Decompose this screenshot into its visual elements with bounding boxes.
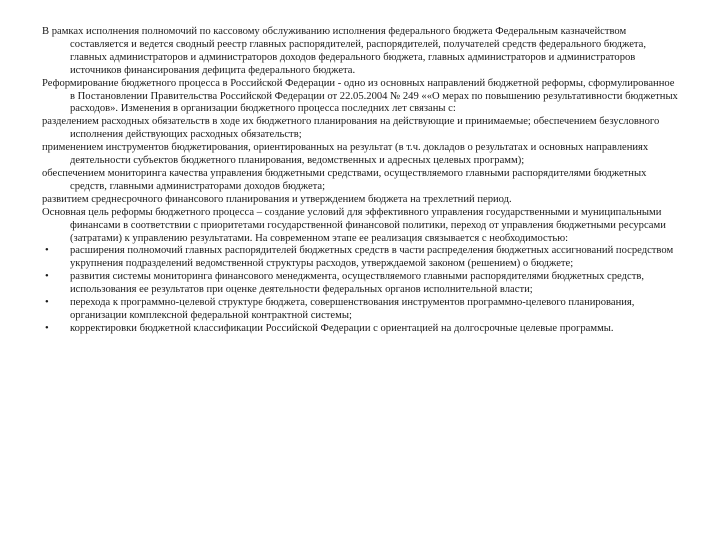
paragraph-medium-term: развитием среднесрочного финансового планирования и утверждением бюджета на трехлетний период. bbox=[42, 193, 512, 205]
paragraph-monitoring: обеспечением мониторинга качества управления бюджетными средствами, осуществляемого главными распорядителями бюджетных средств, главными администраторами доходов бюджета; bbox=[42, 167, 647, 192]
bullet-item bbox=[42, 245, 682, 271]
document-body bbox=[42, 26, 682, 336]
bullet-marker: • bbox=[45, 245, 49, 257]
bullet-marker: • bbox=[45, 297, 49, 309]
bullet-item bbox=[42, 297, 682, 323]
bullet-text: корректировки бюджетной классификации Российской Федерации с ориентацией на долгосрочные целевые программы. bbox=[70, 322, 614, 334]
bullet-item bbox=[42, 323, 682, 336]
paragraph-reform-intro: Реформирование бюджетного процесса в Российской Федерации - одно из основных направлений бюджетной реформы, сформулированное в Постановлении Правительства Российской Федерации от 22.05.2004 № 249 ««О мерах по повышению результативности бюджетных расходов». Изменения в организации бюджетного процесса последних лет связаны с: bbox=[42, 77, 678, 115]
bullet-item bbox=[42, 271, 682, 297]
paragraph-main-goal: Основная цель реформы бюджетного процесса – создание условий для эффективного управления государственными и муниципальными финансами в соответствии с приоритетами государственной финансовой политики, переход от управления бюджетными ресурсами (затратами) к управлению результатами. На современном этапе ее реализация связывается с необходимостью: bbox=[42, 206, 666, 244]
paragraph-budgeting-tools: применением инструментов бюджетирования, ориентированных на результат (в т.ч. докладов о результатах и основных направлениях деятельности субъектов бюджетного планирования, ведомственных и адресных целевых программ); bbox=[42, 142, 649, 167]
bullet-text: расширения полномочий главных распорядителей бюджетных средств в части распределения бюджетных ассигнований посредством укрупнения подразделений ведомственной структуры расходов, утверждаемой законом (решением) о бюджете; bbox=[70, 245, 674, 270]
paragraph-treasury-registry: В рамках исполнения полномочий по кассовому обслуживанию исполнения федерального бюджета Федеральным казначейством составляется и ведется сводный реестр главных распорядителей, распорядителей, получателей средств федерального бюджета, главных администраторов и администраторов доходов федерального бюджета, главных администраторов и администраторов источников финансирования дефицита федерального бюджета. bbox=[42, 26, 647, 76]
bullet-text: развития системы мониторинга финансового менеджмента, осуществляемого главными распорядителями бюджетных средств, использования ее результатов при оценке деятельности федеральных органов исполнительной власти; bbox=[70, 271, 644, 296]
bullet-marker: • bbox=[45, 322, 49, 334]
paragraph-obligations: разделением расходных обязательств в ходе их бюджетного планирования на действующие и принимаемые; обеспечением безусловного исполнения действующих расходных обязательств; bbox=[42, 116, 660, 141]
bullet-text: перехода к программно-целевой структуре бюджета, совершенствования инструментов программно-целевого планирования, организации комплексной федеральной контрактной системы; bbox=[70, 297, 635, 321]
bullet-marker: • bbox=[45, 271, 49, 283]
